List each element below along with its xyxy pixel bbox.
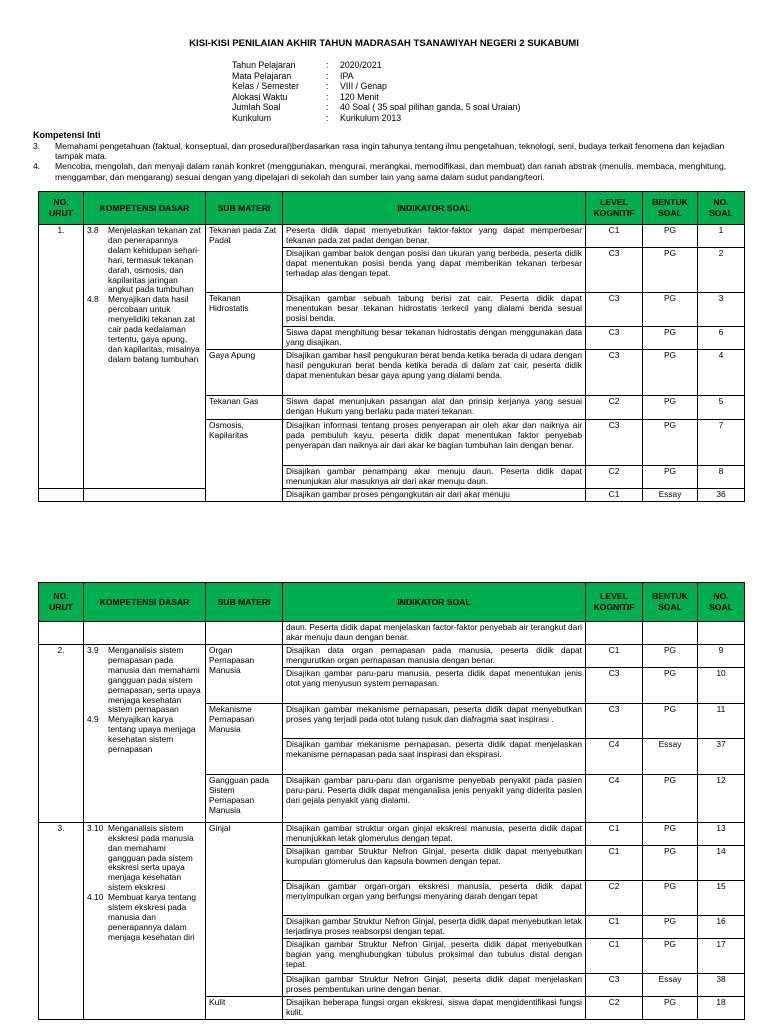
level-cell: C4: [586, 774, 643, 822]
indikator-cell: Disajikan gambar mekanisme pernapasan, peserta didik dapat menyebutkan proses yang terjadi pada otot tulang rusuk dan diafragma saat inspirasi .: [283, 703, 586, 738]
kd-text: Menyajikan karya tentang upaya menjaga kesehatan sistem pernapasan: [108, 714, 196, 755]
sub-materi-cell: Organ Pernapasan Manusia: [206, 645, 283, 704]
ki-number: 3.: [33, 140, 41, 151]
ki-item: [33, 161, 738, 182]
table-row: [39, 225, 745, 248]
meta-key: Mata Pelajaran: [232, 70, 292, 81]
level-cell: C2: [586, 996, 643, 1019]
kompetensi-dasar-cell: [84, 645, 206, 823]
kd-number: 3.10: [87, 822, 104, 833]
level-cell: C3: [586, 667, 643, 703]
meta-block: [232, 60, 520, 124]
bentuk-cell: PG: [643, 774, 698, 822]
indikator-cell: Disajikan informasi tentang proses penyerapan air oleh akar dan naiknya air pada pembuluh kayu, peserta didik dapat menentukan faktor penyebab penyerapan dan naiknya air dari akar ke bagian tumbuhan lain dengan benar.: [283, 419, 586, 465]
table-row: [39, 822, 745, 845]
sub-materi-cell: [206, 622, 283, 645]
header-level-kognitif: LEVEL KOGNITIF: [586, 583, 643, 622]
level-cell: C1: [586, 938, 643, 973]
level-cell: C2: [586, 880, 643, 915]
bentuk-cell: PG: [643, 395, 698, 419]
header-level-kognitif: LEVEL KOGNITIF: [586, 192, 643, 225]
indikator-cell: Siswa dapat menunjukan pasangan alat dan prinsip kerjanya yang sesuai dengan Hukum yang berlaku pada materi tekanan.: [283, 395, 586, 419]
level-cell: C1: [586, 845, 643, 880]
bentuk-cell: PG: [643, 349, 698, 395]
level-cell: C3: [586, 703, 643, 738]
no-soal-cell: 2: [698, 247, 745, 292]
header-no-urut: NO. URUT: [39, 583, 84, 622]
level-cell: C3: [586, 419, 643, 465]
indikator-cell: Disajikan gambar penampang akar menuju daun. Peserta didik dapat menunjukan alur masuknya air dari akar menuju daun.: [283, 465, 586, 488]
header-kompetensi-dasar: KOMPETENSI DASAR: [84, 583, 206, 622]
bentuk-cell: PG: [643, 703, 698, 738]
no-urut-cell: 2.: [39, 645, 84, 823]
bentuk-cell: PG: [643, 292, 698, 326]
sub-materi-cell: Gaya Apung: [206, 349, 283, 395]
no-soal-cell: 9: [698, 645, 745, 668]
meta-value: IPA: [340, 70, 354, 81]
indikator-cell: Disajikan data organ pernapasan pada manusia, peserta didik dapat mengurutkan organ pernapasan manusia dengan benar.: [283, 645, 586, 668]
meta-colon: :: [326, 102, 329, 113]
indikator-cell: Peserta didik dapat menyebutkan faktor-faktor yang dapat memperbesar tekanan pada zat padat dengan benar.: [283, 225, 586, 248]
level-cell: [586, 622, 643, 645]
no-soal-cell: 5: [698, 395, 745, 419]
meta-key: Kelas / Semester: [232, 81, 299, 92]
no-soal-cell: 6: [698, 326, 745, 349]
level-cell: C1: [586, 225, 643, 248]
indikator-cell: Disajikan gambar paru-paru manusia, peserta didik dapat menentukan jenis otot yang menyusun system pernapasan.: [283, 667, 586, 703]
indikator-cell: Disajikan gambar balok dengan posisi dan ukuran yang berbeda, peserta didik dapat menentukan posisi benda yang dapat memberikan tekanan terbesar terhadap alas dengan tepat.: [283, 247, 586, 292]
meta-key: Tahun Pelajaran: [232, 60, 296, 70]
header-indikator-soal: INDIKATOR SOAL: [283, 192, 586, 225]
kd-number: 4.9: [87, 714, 99, 725]
level-cell: C3: [586, 292, 643, 326]
bentuk-cell: PG: [643, 247, 698, 292]
level-cell: C1: [586, 915, 643, 938]
indikator-cell: Disajikan gambar hasil pengukuran berat benda ketika berada di udara dengan hasil pengukuran berat benda ketika berada di dalam zat cair, peserta didik dapat menentukan besar gaya apung yang dialami benda.: [283, 349, 586, 395]
no-soal-cell: 18: [698, 996, 745, 1019]
level-cell: C3: [586, 349, 643, 395]
level-cell: C1: [586, 822, 643, 845]
indikator-cell: Disajikan gambar Struktur Nefron Ginjal, peserta didik dapat menyebutkan kumpulan glomerulus dan kapsula bowmen dengan tepat.: [283, 845, 586, 880]
kd-number: 3.9: [87, 645, 99, 655]
meta-key: Kurikulum: [232, 112, 272, 123]
meta-key: Alokasi Waktu: [232, 91, 288, 102]
kd-number: 4.10: [87, 892, 104, 903]
kisi-table-2: [38, 582, 745, 1020]
indikator-cell: Disajikan gambar organ-organ ekskresi manusia, peserta didik dapat menyimpulkan organ yang berfungsi menyaring darah dengan tepat: [283, 880, 586, 915]
ki-text: Mencoba, mengolah, dan menyaji dalam ranah konkret (menggunakan, mengurai, merangkai, memodifikasi, dan membuat) dan ranah abstrak (menulis, membaca, menghitung, menggambar, dan mengarang) sesuai dengan yang dipelajari di sekolah dan sumber lain yang sama dalam sudut pandang/teori.: [55, 161, 727, 182]
no-soal-cell: 11: [698, 703, 745, 738]
bentuk-cell: PG: [643, 880, 698, 915]
bentuk-cell: PG: [643, 822, 698, 845]
ki-number: 4.: [33, 161, 41, 172]
no-soal-cell: 4: [698, 349, 745, 395]
meta-row: [232, 60, 520, 71]
level-cell: C4: [586, 738, 643, 774]
header-bentuk-soal: BENTUK SOAL: [643, 192, 698, 225]
kompetensi-inti: [33, 130, 738, 182]
header-no-urut: NO. URUT: [39, 192, 84, 225]
bentuk-cell: Essay: [643, 973, 698, 996]
level-cell: C3: [586, 247, 643, 292]
meta-key: Jumlah Soal: [232, 102, 281, 113]
table-header-row: [39, 583, 745, 622]
header-no-soal: NO. SOAL: [698, 192, 745, 225]
level-cell: C2: [586, 395, 643, 419]
sub-materi-cell: Gangguan pada Sistem Pernapasan Manusia: [206, 774, 283, 822]
bentuk-cell: [643, 622, 698, 645]
header-kompetensi-dasar: KOMPETENSI DASAR: [84, 192, 206, 225]
sub-materi-cell: Tekanan pada Zat Padat: [206, 225, 283, 293]
meta-value: Kurikulum 2013: [340, 112, 402, 123]
no-soal-cell: 8: [698, 465, 745, 488]
meta-value: 2020/2021: [340, 60, 382, 70]
kd-text: Menyajikan data hasil percobaan untuk menyelidiki tekanan zat cair pada kedalaman tertentu, gaya apung, dan kapilaritas, misalnya dalam batang tumbuhan: [108, 294, 200, 364]
kd-number: 4.8: [87, 294, 99, 305]
sub-materi-cell: Tekanan Hidrostatis: [206, 292, 283, 349]
indikator-cell: daun. Peserta didik dapat menjelaskan factor-faktor penyebab air terangkut dari akar menuju daun dengan benar.: [283, 622, 586, 645]
no-soal-cell: 3: [698, 292, 745, 326]
kompetensi-dasar-cell: [84, 622, 206, 645]
bentuk-cell: PG: [643, 326, 698, 349]
meta-colon: :: [326, 91, 329, 102]
meta-colon: :: [326, 112, 329, 123]
bentuk-cell: PG: [643, 667, 698, 703]
bentuk-cell: PG: [643, 465, 698, 488]
meta-row: [232, 81, 520, 92]
no-soal-cell: 37: [698, 738, 745, 774]
no-soal-cell: 15: [698, 880, 745, 915]
no-urut-cell: 1.: [39, 225, 84, 489]
indikator-cell: Disajikan gambar paru-paru dan organisme penyebab penyakit pada pasien paru-paru. Peserta didik dapat menganalisa jenis penyakit yang diderita pasien dari gejala penyakit yang dialami.: [283, 774, 586, 822]
no-soal-cell: 14: [698, 845, 745, 880]
header-indikator-soal: INDIKATOR SOAL: [283, 583, 586, 622]
level-cell: C2: [586, 465, 643, 488]
sub-materi-cell: Osmosis, Kapilaritas: [206, 419, 283, 501]
kompetensi-dasar-cell: [84, 488, 206, 501]
no-soal-cell: 38: [698, 973, 745, 996]
indikator-cell: Disajikan gambar mekanisme pernapasan, peserta didik dapat menjelaskan mekanisme pernapasan pada saat inspirasi dan ekspirasi.: [283, 738, 586, 774]
indikator-cell: Disajikan gambar struktur organ ginjal ekskresi manusia, peserta didik dapat menunjukkan letak glomerulus dengan tepat.: [283, 822, 586, 845]
bentuk-cell: PG: [643, 845, 698, 880]
indikator-cell: Disajikan gambar Struktur Nefron Ginjal, peserta didik dapat menjelaskan proses pembentukan urine dengan benar.: [283, 973, 586, 996]
meta-row: [232, 92, 520, 103]
meta-row: [232, 113, 520, 124]
document-title: KISI-KISI PENILAIAN AKHIR TAHUN MADRASAH TSANAWIYAH NEGERI 2 SUKABUMI: [189, 38, 579, 49]
header-no-soal: NO. SOAL: [698, 583, 745, 622]
level-cell: C3: [586, 326, 643, 349]
indikator-cell: Siswa dapat menghitung besar tekanan hidrostatis dengan menggunakan data yang disajikan.: [283, 326, 586, 349]
meta-colon: :: [326, 81, 329, 92]
table-row: [39, 488, 745, 501]
bentuk-cell: PG: [643, 915, 698, 938]
meta-row: [232, 102, 520, 113]
kd-text: Menganalisis sistem pernapasan pada manusia dan memahami gangguan pada sistem pernapasan, serta upaya menjaga kesehatan sistem pernapasan: [108, 645, 201, 715]
no-soal-cell: 12: [698, 774, 745, 822]
no-soal-cell: 17: [698, 938, 745, 973]
kd-text: Menjelaskan tekanan zat dan penerapannya dalam kehidupan sehari-hari, termasuk tekanan darah, osmosis, dan kapilaritas jaringan angkut pada tumbuhan: [108, 225, 201, 295]
bentuk-cell: PG: [643, 419, 698, 465]
no-urut-cell: [39, 622, 84, 645]
no-soal-cell: 16: [698, 915, 745, 938]
level-cell: C1: [586, 645, 643, 668]
kd-text: Membuat karya tentang sistem ekskresi pada manusia dan penerapannya dalam menjaga kesehatan diri: [108, 892, 196, 942]
meta-value: 120 Menit: [340, 91, 379, 102]
no-soal-cell: 7: [698, 419, 745, 465]
kisi-table-1: [38, 191, 745, 502]
bentuk-cell: PG: [643, 225, 698, 248]
no-urut-cell: 3.: [39, 822, 84, 1019]
ki-text: Memahami pengetahuan (faktual, konseptual, dan prosedural)berdasarkan rasa ingin tahunya tentang ilmu pengetahuan, teknologi, seni, budaya terkait fenomena dan kejadian tampak mata.: [55, 140, 725, 162]
no-soal-cell: [698, 622, 745, 645]
kompetensi-dasar-cell: [84, 822, 206, 1019]
kd-number: 3.8: [87, 225, 99, 235]
table-row: [39, 622, 745, 645]
bentuk-cell: PG: [643, 996, 698, 1019]
meta-value: VIII / Genap: [340, 81, 387, 92]
header-sub-materi: SUB MATERI: [206, 192, 283, 225]
bentuk-cell: PG: [643, 938, 698, 973]
no-soal-cell: 36: [698, 488, 745, 501]
indikator-cell: Disajikan gambar Struktur Nefron Ginjal, peserta didik dapat menyebutkan letak terjadinya proses reabsorpsi dengan tepat.: [283, 915, 586, 938]
no-soal-cell: 13: [698, 822, 745, 845]
indikator-cell: Disajikan gambar proses pengangkutan air dari akar menuju: [283, 488, 586, 501]
indikator-cell: Disajikan gambar Struktur Nefron Ginjal, peserta didik dapat menyebutkan bagian yang menghubungkan tubulus proksimal dan tubulus distal dengan tepat.: [283, 938, 586, 973]
no-urut-cell: [39, 488, 84, 501]
table-header-row: [39, 192, 745, 225]
meta-colon: :: [326, 60, 329, 70]
level-cell: C3: [586, 973, 643, 996]
bentuk-cell: Essay: [643, 738, 698, 774]
sub-materi-cell: Mekanisme Pernapasan Manusia: [206, 703, 283, 774]
header-sub-materi: SUB MATERI: [206, 583, 283, 622]
ki-item: [33, 141, 738, 162]
meta-row: [232, 71, 520, 82]
bentuk-cell: PG: [643, 645, 698, 668]
level-cell: C1: [586, 488, 643, 501]
sub-materi-cell: Ginjal: [206, 822, 283, 996]
indikator-cell: Disajikan gambar sebuah tabung berisi zat cair. Peserta didik dapat menentukan besar tekanan hidrostatis terkecil yang dialami benda sesuai posisi benda.: [283, 292, 586, 326]
kompetensi-dasar-cell: [84, 225, 206, 489]
sub-materi-cell: Tekanan Gas: [206, 395, 283, 419]
bentuk-cell: Essay: [643, 488, 698, 501]
table-row: [39, 645, 745, 668]
header-bentuk-soal: BENTUK SOAL: [643, 583, 698, 622]
no-soal-cell: 1: [698, 225, 745, 248]
meta-value: 40 Soal ( 35 soal pilihan ganda, 5 soal Uraian): [340, 102, 521, 113]
kompetensi-inti-heading: Kompetensi Inti: [33, 130, 101, 140]
no-soal-cell: 10: [698, 667, 745, 703]
kd-text: Menganalisis sistem ekskresi pada manusia dan memahami gangguan pada sistem ekskresi serta upaya menjaga kesehatan sistem ekskresi: [108, 822, 194, 893]
sub-materi-cell: Kulit: [206, 996, 283, 1019]
indikator-cell: Disajikan beberapa fungsi organ ekskresi, siswa dapat mengidentifikasi fungsi kulit.: [283, 996, 586, 1019]
meta-colon: :: [326, 70, 329, 81]
